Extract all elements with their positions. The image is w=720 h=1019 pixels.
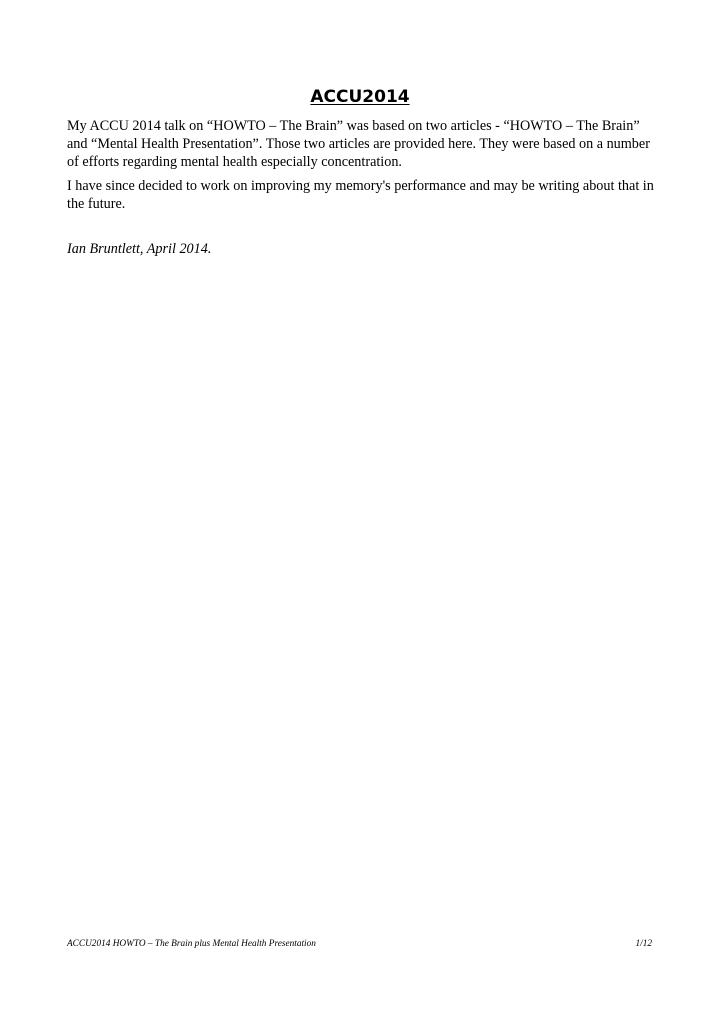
author-signature: Ian Bruntlett, April 2014.: [67, 241, 212, 257]
memory-paragraph: I have since decided to work on improving my memory's performance and may be writing about that in the future.: [67, 178, 654, 212]
intro-paragraph: My ACCU 2014 talk on “HOWTO – The Brain” was based on two articles - “HOWTO – The Brain” and “Mental Health Presentation”. Those two articles are provided here. They were based on a number of efforts regarding mental health especially concentration.: [67, 118, 650, 170]
page-title: ACCU2014: [310, 87, 410, 107]
footer-page-number: 1/12: [635, 939, 652, 949]
footer-document-title: ACCU2014 HOWTO – The Brain plus Mental Health Presentation: [67, 939, 316, 949]
